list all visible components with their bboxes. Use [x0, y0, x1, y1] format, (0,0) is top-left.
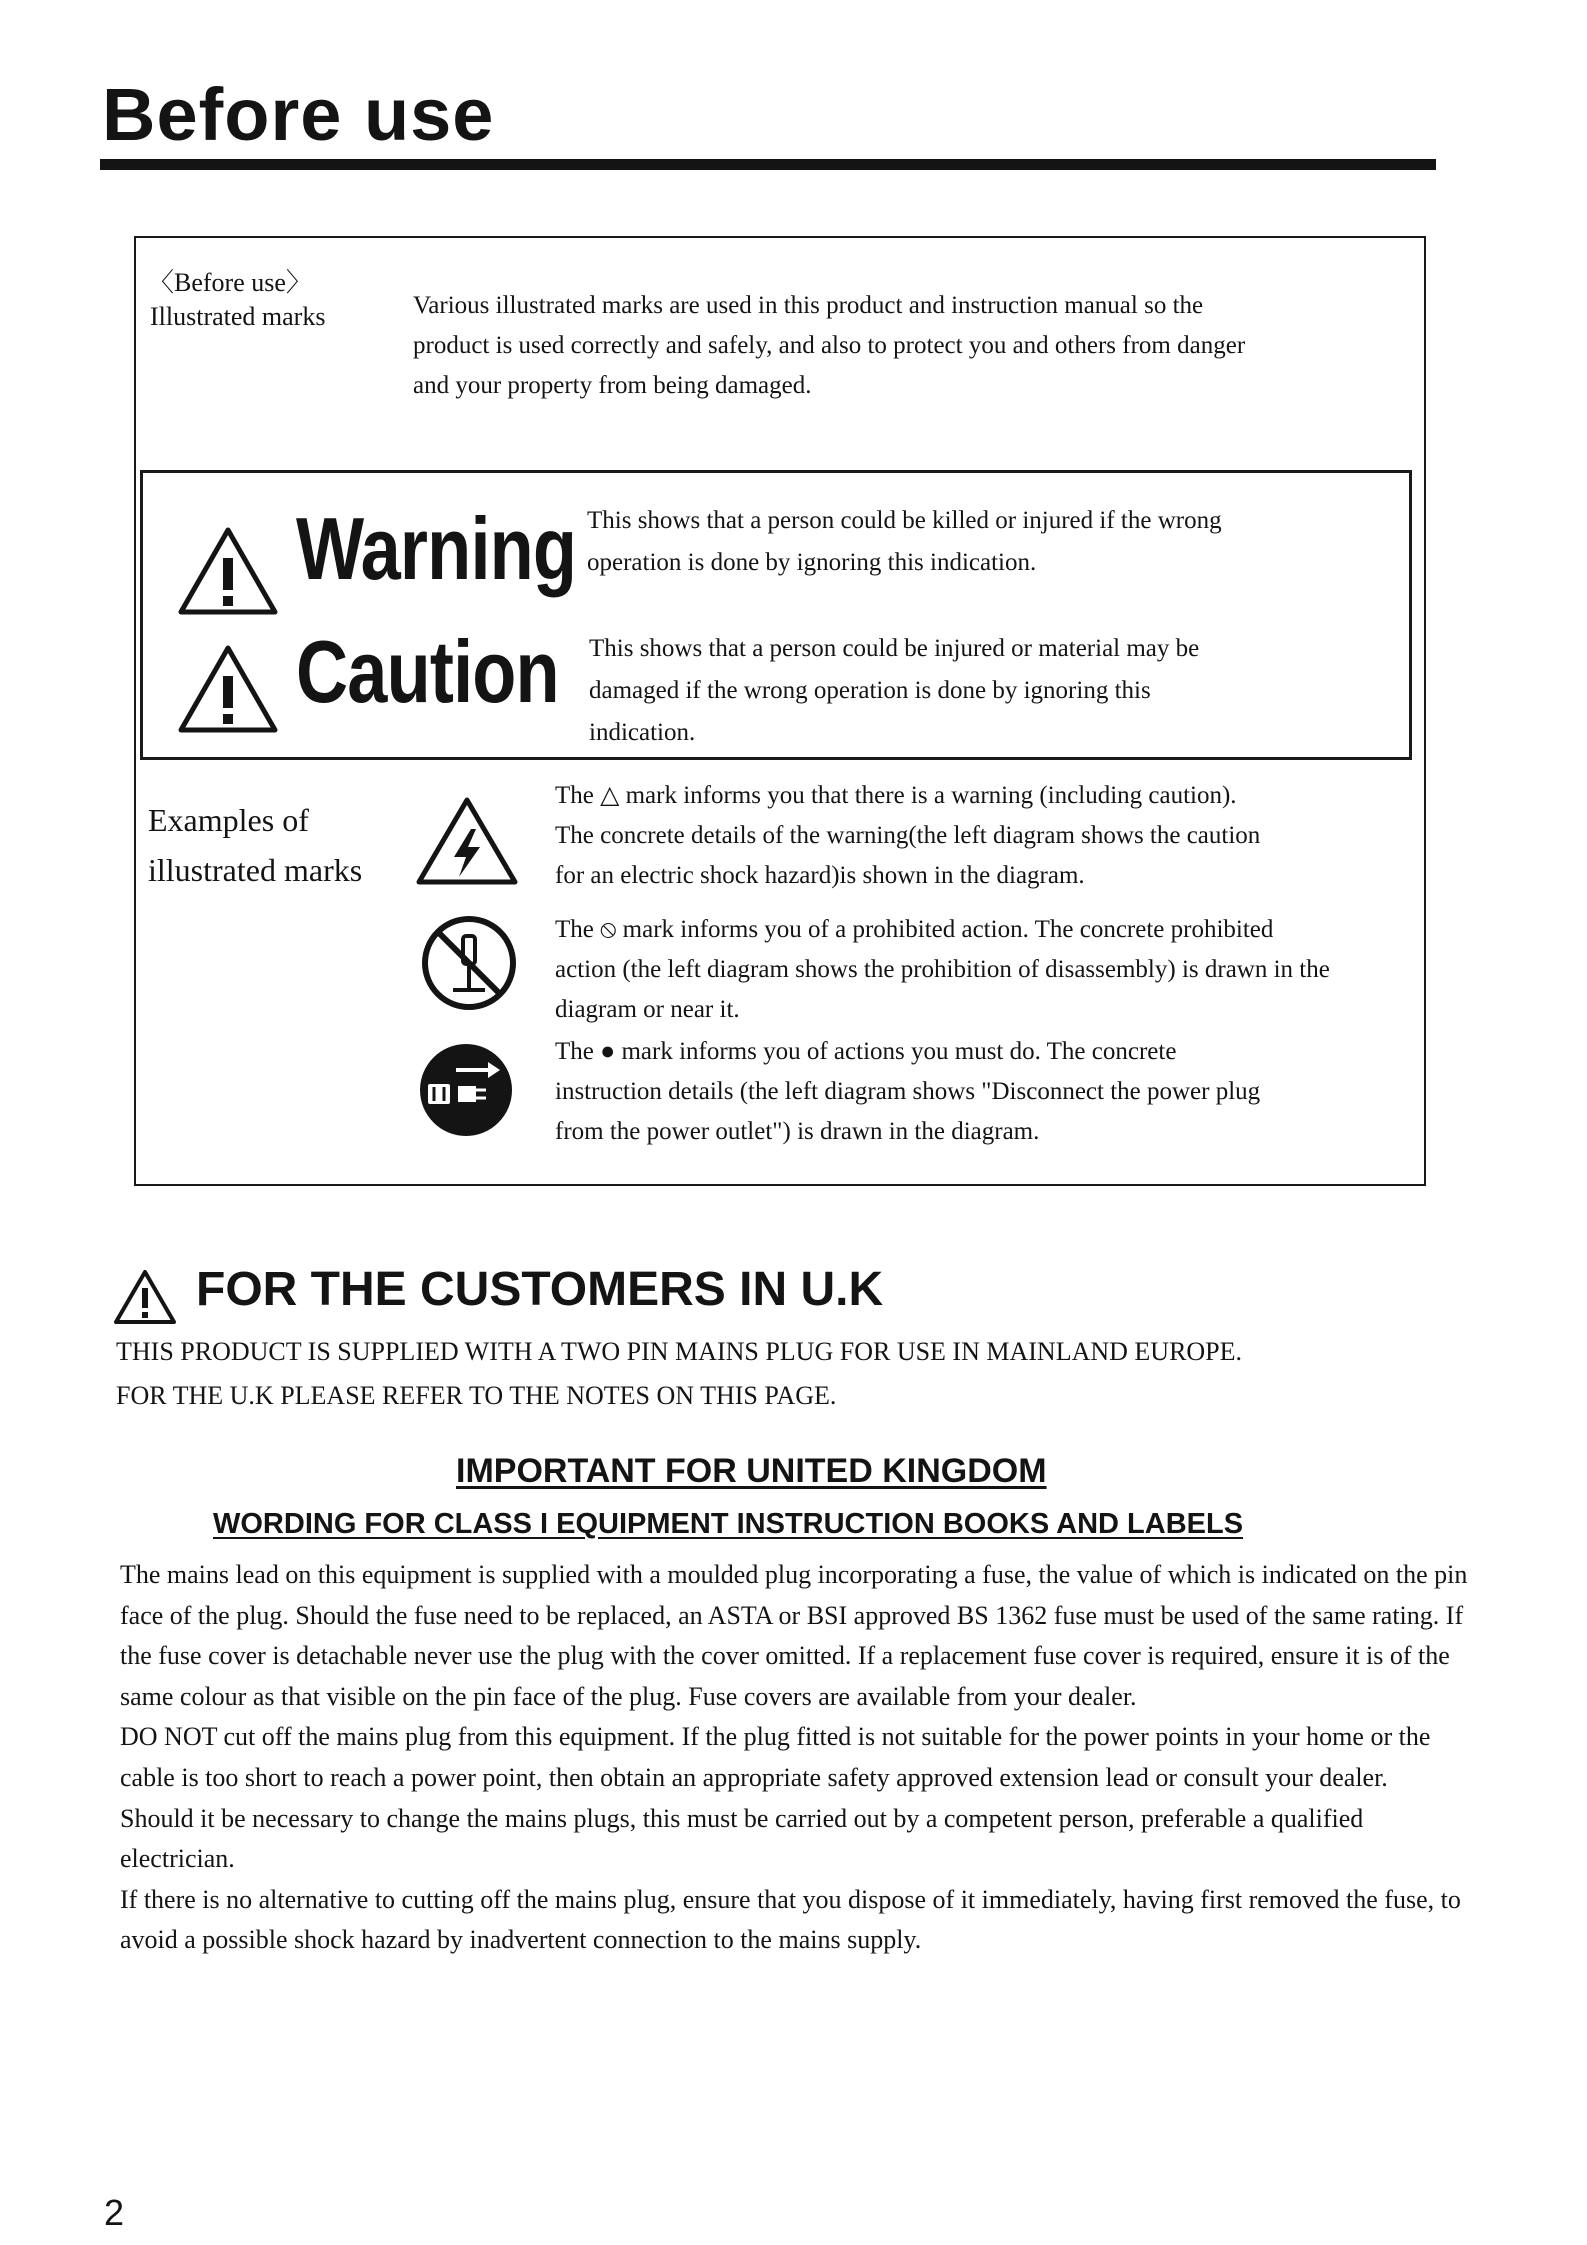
- warning-description-line: operation is done by ignoring this indication.: [587, 549, 1037, 576]
- intro-line: and your property from being damaged.: [413, 372, 812, 399]
- body-paragraph: Should it be necessary to change the mains plugs, this must be carried out by a competent person, preferable a qualified electrician.: [120, 1803, 1364, 1874]
- warning-triangle-icon: [176, 643, 280, 735]
- page-number: 2: [104, 2192, 125, 2233]
- wording-heading: WORDING FOR CLASS I EQUIPMENT INSTRUCTION BOOKS AND LABELS: [213, 1508, 1244, 1540]
- page-title: Before use: [102, 73, 495, 156]
- section-label: 〈Before use〉: [148, 268, 312, 297]
- caution-description: [589, 628, 1389, 754]
- example-text: [555, 910, 1425, 1030]
- intro-line: Various illustrated marks are used in this product and instruction manual so the: [413, 292, 1204, 319]
- example-text: [555, 1032, 1425, 1152]
- unplug-power-icon: [416, 1040, 516, 1140]
- uk-notice: [116, 1330, 1486, 1418]
- caution-description-line: indication.: [589, 719, 696, 746]
- body-paragraph: If there is no alternative to cutting off the mains plug, ensure that you dispose of it immediately, having first removed the fuse, to avoid a possible shock hazard by inadvertent connection to the mains supply.: [120, 1884, 1461, 1955]
- warning-label: Warning: [296, 499, 577, 598]
- warning-triangle-icon: [176, 525, 280, 617]
- caution-description-line: This shows that a person could be injured or material may be: [589, 635, 1200, 662]
- caution-label: Caution: [296, 622, 559, 721]
- example-line: The △ mark informs you that there is a warning (including caution).: [555, 782, 1237, 809]
- example-line: The ⦸ mark informs you of a prohibited action. The concrete prohibited: [555, 916, 1274, 943]
- electric-shock-triangle-icon: [414, 795, 520, 887]
- body-paragraph: DO NOT cut off the mains plug from this equipment. If the plug fitted is not suitable for the power points in your home or the cable is too short to reach a power point, then obtain an appropriate safety approved extension lead or consult your dealer.: [120, 1722, 1431, 1792]
- examples-label: [148, 795, 362, 895]
- marks-label: Illustrated marks: [150, 302, 326, 331]
- intro-line: product is used correctly and safely, and also to protect you and others from danger: [413, 332, 1246, 359]
- intro-text: [413, 286, 1413, 406]
- warning-description-line: This shows that a person could be killed or injured if the wrong: [587, 507, 1222, 534]
- uk-notice-line: THIS PRODUCT IS SUPPLIED WITH A TWO PIN MAINS PLUG FOR USE IN MAINLAND EUROPE.: [116, 1337, 1243, 1366]
- example-line: The ● mark informs you of actions you must do. The concrete: [555, 1038, 1177, 1065]
- uk-section-heading: FOR THE CUSTOMERS IN U.K: [196, 1263, 884, 1316]
- example-line: action (the left diagram shows the prohibition of disassembly) is drawn in the: [555, 956, 1330, 983]
- examples-label-line: illustrated marks: [148, 852, 363, 888]
- example-line: from the power outlet") is drawn in the diagram.: [555, 1118, 1040, 1145]
- uk-notice-line: FOR THE U.K PLEASE REFER TO THE NOTES ON THIS PAGE.: [116, 1381, 837, 1410]
- warning-triangle-icon: [112, 1268, 178, 1326]
- example-line: diagram or near it.: [555, 996, 740, 1023]
- example-line: for an electric shock hazard)is shown in the diagram.: [555, 862, 1085, 889]
- example-text: [555, 776, 1425, 896]
- example-line: The concrete details of the warning(the left diagram shows the caution: [555, 822, 1261, 849]
- title-rule: [100, 159, 1436, 170]
- uk-body-text: [120, 1555, 1470, 1961]
- examples-label-line: Examples of: [148, 802, 309, 838]
- caution-description-line: damaged if the wrong operation is done by ignoring this: [589, 677, 1151, 704]
- body-paragraph: The mains lead on this equipment is supplied with a moulded plug incorporating a fuse, the value of which is indicated on the pin face of the plug. Should the fuse need to be replaced, an ASTA or BSI approved BS 1362 fuse must be used of the same rating. If the fuse cover is detachable never use the plug with the cover omitted. If a replacement fuse cover is required, ensure it is of the same colour as that visible on the pin face of the plug. Fuse covers are available from your dealer.: [120, 1560, 1468, 1711]
- example-line: instruction details (the left diagram shows "Disconnect the power plug: [555, 1078, 1261, 1105]
- important-heading: IMPORTANT FOR UNITED KINGDOM: [456, 1452, 1047, 1490]
- no-disassembly-icon: [420, 914, 518, 1012]
- warning-description: [587, 500, 1387, 584]
